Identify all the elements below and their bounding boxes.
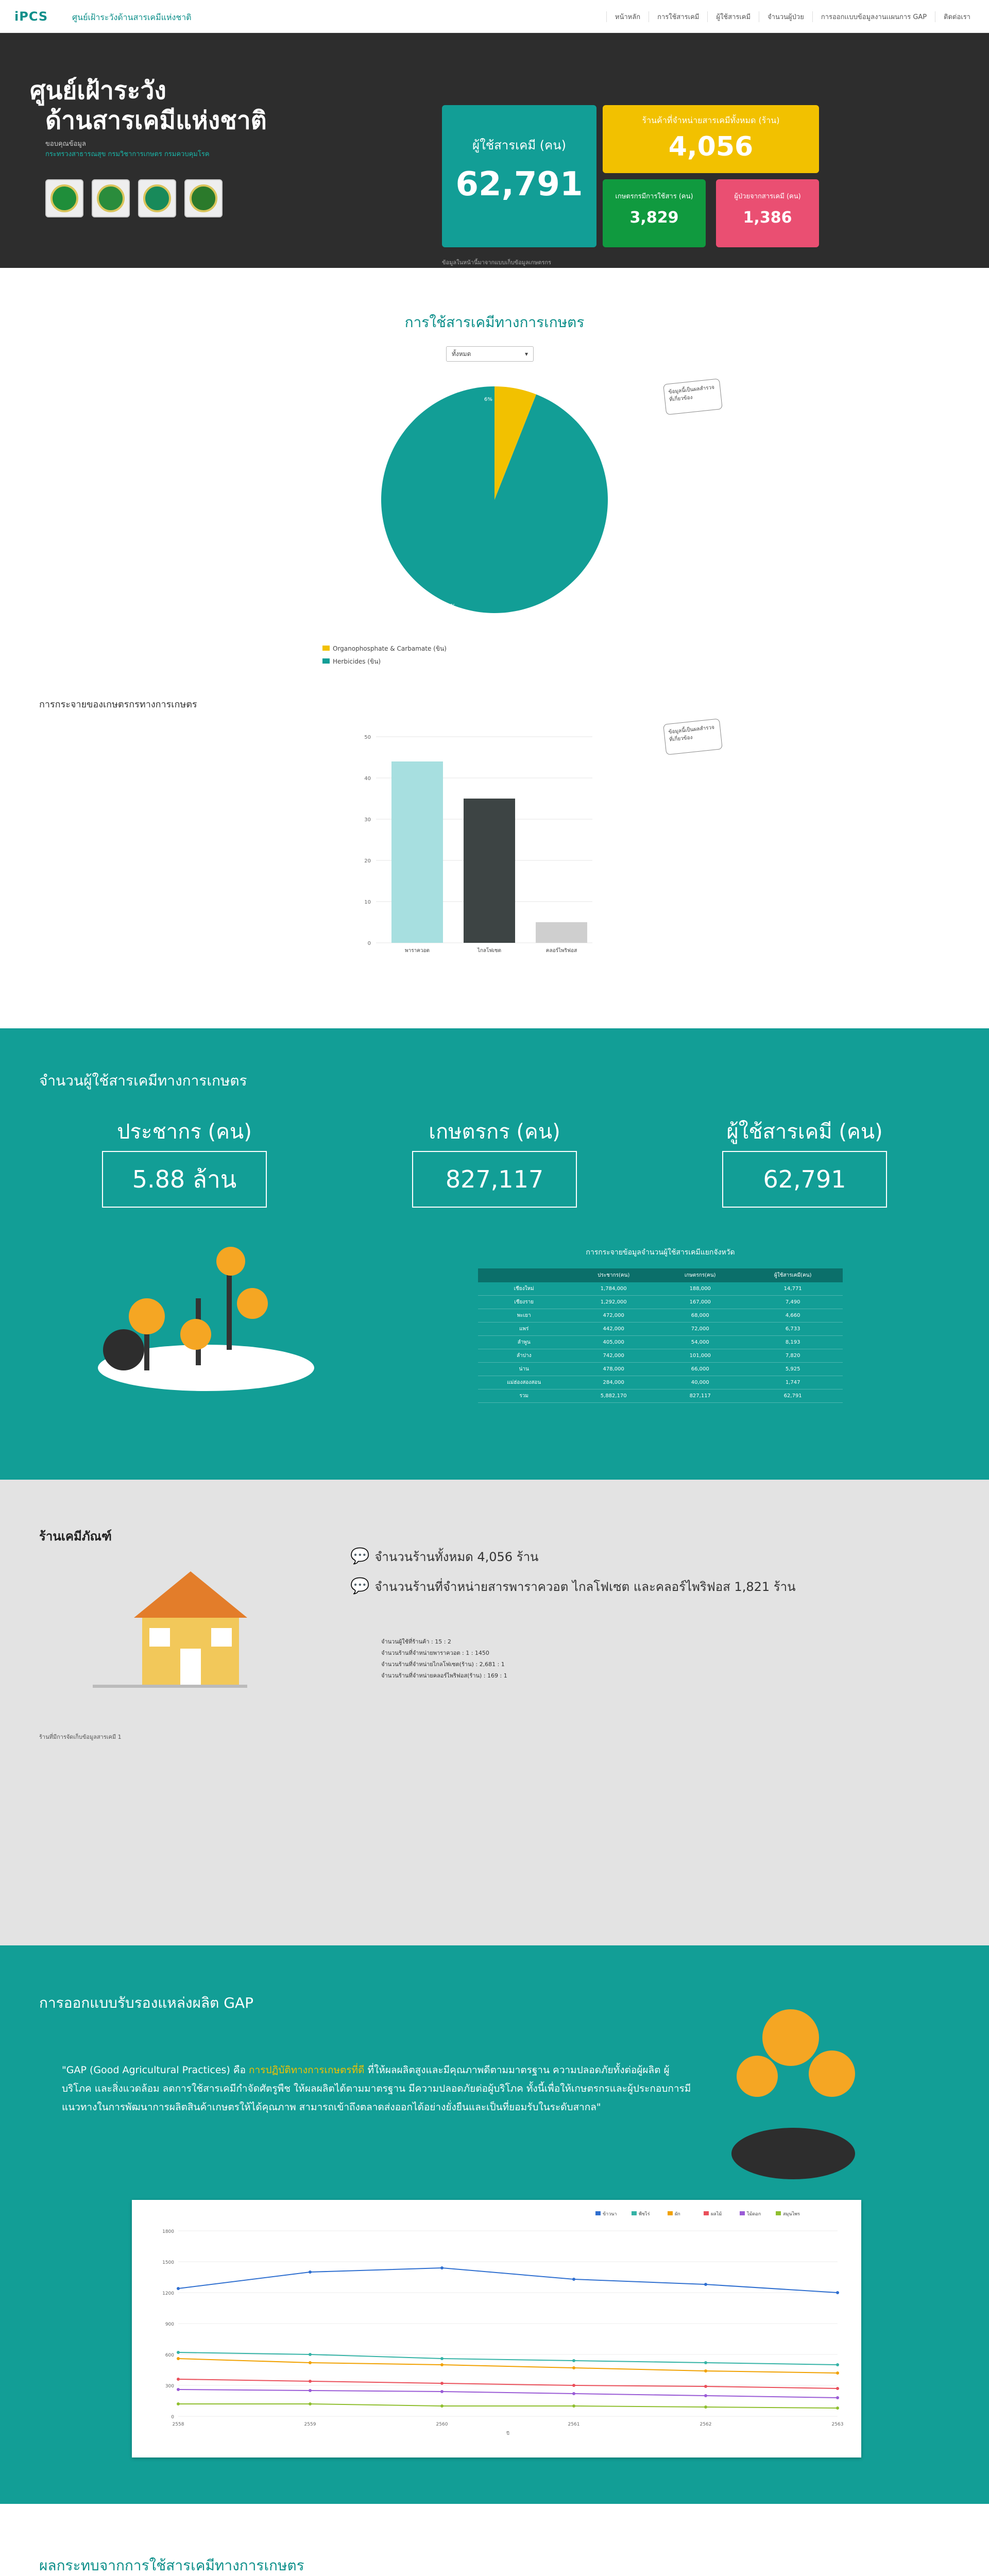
table-cell: 40,000 [657,1376,743,1389]
nav-home[interactable]: หน้าหลัก [606,11,649,22]
hero-credit: กระทรวงสาธารณสุข กรมวิชาการเกษตร กรมควบคุมโรค [45,150,210,158]
legend-label: สมุนไพร [783,2212,800,2217]
table-cell: 8,193 [743,1336,843,1349]
series-point [177,2287,180,2290]
table-cell: 1,784,000 [570,1282,657,1296]
x-tick-label: ไกลโฟเซต [477,948,502,954]
gap-text-a: "GAP (Good Agricultural Practices) คือ [62,2064,249,2076]
usage-title: การใช้สารเคมีทางการเกษตร [404,314,585,331]
nav-gap[interactable]: การออกเเบบข้อมูลงานเเผนการ GAP [812,11,935,22]
table-cell: 1,292,000 [570,1296,657,1309]
x-tick-label: 2559 [304,2422,316,2427]
x-tick-label: 2562 [700,2422,712,2427]
x-tick-label: คลอร์ไพริฟอส [545,948,577,954]
table-cell: แพร่ [478,1323,570,1336]
series-point [836,2371,839,2375]
retail-card-value: 4,056 [668,131,754,162]
table-cell: 827,117 [657,1389,743,1403]
table-row [478,1349,843,1363]
series-point [704,2385,707,2388]
nav-users[interactable]: ผู้ใช้สารเคมี [707,11,759,22]
hero-subtitle: ขอบคุณข้อมูล [45,140,86,148]
chevron-down-icon: ▾ [524,350,528,358]
legend-swatch [776,2211,781,2215]
y-tick-label: 900 [165,2322,174,2327]
series-point [440,2266,444,2269]
legend-label: ไม้ดอก [747,2212,761,2217]
table-cell: 7,820 [743,1349,843,1363]
users-card[interactable] [442,105,596,247]
series-point [572,2359,575,2362]
shops-stat-row: จำนวนร้านที่จำหน่ายไกลโฟเซต(ร้าน) : 2,681 : 1 [381,1661,505,1668]
pop-value-population: 5.88 ล้าน [102,1151,267,1208]
x-tick-label: 2558 [172,2422,184,2427]
retail-card[interactable] [603,105,819,173]
flower-icon [129,1298,165,1334]
series-point [704,2283,707,2286]
legend-swatch [740,2211,745,2215]
users-card-label: ผู้ใช้สารเคมี (คน) [472,138,566,152]
pop-label-population: ประชากร (คน) [117,1120,252,1144]
table-cell: 54,000 [657,1336,743,1349]
legend-label: ผัก [675,2212,680,2217]
table-cell: 6,733 [743,1323,843,1336]
y-tick-label: 600 [165,2353,174,2358]
pop-label-users: ผู้ใช้สารเคมี (คน) [726,1120,883,1144]
table-row [478,1363,843,1376]
legend-label: พืชไร่ [639,2212,650,2217]
gap-line-chart [132,2200,861,2458]
table-cell: 1,747 [743,1376,843,1389]
shop-illustration [93,1571,247,1716]
series-point [177,2388,180,2391]
nav-menu [606,0,979,33]
retail-card-label: ร้านค้าที่จำหน่ายสารเคมีทั้งหมด (ร้าน) [642,115,780,125]
gap-text [62,2061,695,2116]
series-point [309,2270,312,2274]
series-point [704,2361,707,2364]
y-tick-label: 0 [171,2415,174,2420]
table-cell: 284,000 [570,1376,657,1389]
y-tick-label: 20 [364,858,371,864]
series-line-4 [178,2389,838,2398]
table-cell: เชียงราย [478,1296,570,1309]
series-point [836,2396,839,2399]
series-point [177,2351,180,2354]
nav-contact[interactable]: ติดต่อเรา [935,11,979,22]
series-line-5 [178,2404,838,2408]
site-logo[interactable]: iPCS [14,9,48,24]
table-row [478,1376,843,1389]
health-title: ผลกระทบจากการใช้สารเคมีทางการเกษตร [39,2557,304,2574]
sick-card[interactable] [716,179,819,247]
legend-swatch [668,2211,673,2215]
series-point [572,2384,575,2387]
gap-text-highlight: การปฏิบัติทางการเกษตรที่ดี [249,2064,365,2076]
series-point [177,2402,180,2405]
table-row [478,1336,843,1349]
bar-0 [391,761,443,943]
table-cell: 188,000 [657,1282,743,1296]
y-tick-label: 1500 [162,2260,174,2265]
table-cell: 72,000 [657,1323,743,1336]
series-point [309,2353,312,2356]
pop-label-farmers: เกษตรกร (คน) [429,1120,560,1144]
series-point [704,2405,707,2409]
table-cell: 14,771 [743,1282,843,1296]
legend-label: ข้าวนา [603,2212,617,2217]
series-point [440,2382,444,2385]
mix-card-label: เกษตรกรมีการใช้สาร (คน) [615,193,693,200]
bar-1 [464,799,515,943]
table-cell: 4,660 [743,1309,843,1323]
table-cell: ลำปาง [478,1349,570,1363]
bug-icon [103,1329,144,1370]
series-point [440,2363,444,2366]
users-card-value: 62,791 [455,165,583,204]
table-cell: 5,925 [743,1363,843,1376]
table-cell: 742,000 [570,1349,657,1363]
series-point [836,2406,839,2410]
table-cell: แม่ฮ่องสองสอน [478,1376,570,1389]
shops-line1 [350,1547,538,1567]
usage-select[interactable] [446,346,534,362]
legend-swatch [704,2211,709,2215]
series-point [572,2392,575,2395]
illustration-stem [227,1273,232,1350]
hero-title-line2: ด้านสารเคมีแห่งชาติ [45,106,267,135]
site-name[interactable]: ศูนย์เฝ้าระวังด้านสารเคมีแห่งชาติ [72,12,192,22]
x-tick-label: 2561 [568,2422,580,2427]
group-bar-chart [350,732,608,958]
flower-icon [237,1288,268,1319]
series-point [309,2380,312,2383]
table-cell: 167,000 [657,1296,743,1309]
group-bubble: ข้อมูลนี้เป็นผลสำรวจที่เกี่ยวข้อง [663,718,723,755]
table-cell: 472,000 [570,1309,657,1323]
shops-line2-text: จำนวนร้านที่จำหน่ายสารพาราควอต ไกลโฟเซต และคลอร์ไพริฟอส 1,821 ร้าน [374,1580,796,1594]
table-row [478,1389,843,1403]
shop-caption: ร้านที่มีการจัดเก็บข้อมูลสารเคมี 1 [39,1734,122,1740]
table-cell: 405,000 [570,1336,657,1349]
gap-title: การออกแบบรับรองแหล่งผลิต GAP [39,1994,253,2011]
table-cell: 66,000 [657,1363,743,1376]
usage-pie [350,371,639,629]
legend-swatch [632,2211,637,2215]
speech-bubble-icon: 💬 [350,1547,370,1565]
gap-chart-panel [132,2200,861,2458]
usage-bubble: ข้อมูลนี้เป็นผลสำรวจที่เกี่ยวข้อง [663,378,723,415]
series-point [836,2363,839,2366]
table-header: ประชากร(คน) [570,1268,657,1282]
nav-patients[interactable]: จำนวนผู้ป่วย [759,11,812,22]
y-tick-label: 1800 [162,2229,174,2234]
series-point [440,2390,444,2393]
table-cell: 62,791 [743,1389,843,1403]
series-point [836,2387,839,2390]
legend-label: Organophosphate & Carbamate (ขิน) [333,645,447,652]
shops-stats [381,1636,507,1682]
x-tick-label: 2563 [831,2422,844,2427]
mix-card-value: 3,829 [629,209,679,227]
table-header: เกษตรกร(คน) [657,1268,743,1282]
series-line-2 [178,2359,838,2373]
table-cell: 442,000 [570,1323,657,1336]
shops-stat-row: จำนวนร้านที่จำหน่ายคลอร์ไพริฟอส(ร้าน) : 169 : 1 [381,1672,507,1679]
bar-2 [536,922,587,943]
table-cell: 101,000 [657,1349,743,1363]
gap-illustration [731,2009,855,2179]
y-tick-label: 40 [364,776,371,782]
legend-swatch [322,646,330,651]
table-cell: รวม [478,1389,570,1403]
table-cell: 7,490 [743,1296,843,1309]
series-point [572,2366,575,2369]
group-title: การกระจายของเกษตรกรทางการเกษตร [39,699,197,710]
org-logo-4 [184,179,223,217]
series-point [704,2394,707,2397]
shops-line2 [350,1577,796,1597]
shops-stat-row: จำนวนผู้ใช้ที่ร้านค้า : 15 : 2 [381,1638,451,1645]
table-row [478,1282,843,1296]
series-line-3 [178,2379,838,2388]
flower-icon [216,1247,245,1276]
legend-label: ผลไม้ [711,2212,722,2217]
shops-line1-text: จำนวนร้านทั้งหมด 4,056 ร้าน [374,1550,539,1564]
table-row [478,1296,843,1309]
x-axis-label: ปี [506,2431,509,2436]
series-point [836,2291,839,2294]
table-cell: ลำพูน [478,1336,570,1349]
shops-title: ร้านเคมีภัณฑ์ [39,1529,112,1544]
y-tick-label: 300 [165,2384,174,2389]
sick-card-label: ผู้ป่วยจากสารเคมี (คน) [734,193,801,200]
usage-legend [322,644,447,667]
y-tick-label: 0 [367,941,371,946]
top-nav [0,0,989,33]
gap-text-b: ที่ให้ผลผลิตสูงและมีคุณภาพดีตามมาตรฐาน ความปลอดภัยทั้งต่อผู้ผลิต ผู้บริโภค และสิ่งแวดล้อม ลดการใช้สารเคมีกำจัดศัตรูพืช ให้ผลผลิตได้ตามมาตรฐาน มีความปลอดภัยต่อผู้บริโภค ทั้งนี้เพื่อให้เกษตรกรและผู้ประกอบการมีแนวทางในการพัฒนาการผลิตสินค้าเกษตรให้ได้คุณภาพ สามารถเข้าถึงตลาดส่งออกได้อย่างยั่งยืนและเป็นที่ยอมรับในระดับสากล" [62,2064,691,2113]
series-point [440,2357,444,2360]
org-logo-1 [45,179,83,217]
legend-swatch [322,658,330,664]
flower-icon [180,1319,211,1350]
series-point [440,2404,444,2408]
pie-label-large: 94% [443,603,456,609]
nav-usage[interactable]: การใช้สารเคมี [649,11,707,22]
series-point [572,2404,575,2408]
y-tick-label: 30 [364,817,371,823]
table-cell: พะเยา [478,1309,570,1323]
mix-card[interactable] [603,179,706,247]
org-logo-2 [92,179,130,217]
usage-select-value: ทั้งหมด [452,350,471,358]
series-point [704,2369,707,2372]
sick-card-value: 1,386 [743,209,792,227]
table-cell: 5,882,170 [570,1389,657,1403]
pop-value-farmers: 827,117 [412,1151,577,1208]
hero-title-line1: ศูนย์เฝ้าระวัง [30,76,166,105]
series-point [177,2357,180,2360]
population-title: จำนวนผู้ใช้สารเคมีทางการเกษตร [39,1072,247,1089]
series-point [309,2402,312,2405]
legend-item-herbicides[interactable] [322,657,447,667]
table-row [478,1309,843,1323]
series-point [572,2278,575,2281]
y-tick-label: 50 [364,735,371,740]
table-cell: เชียงใหม่ [478,1282,570,1296]
x-tick-label: พาราควอต [405,948,430,954]
y-tick-label: 1200 [162,2291,174,2296]
hero-section [0,33,989,268]
table-header [478,1268,570,1282]
series-line-0 [178,2268,838,2293]
table-cell: 478,000 [570,1363,657,1376]
legend-swatch [595,2211,601,2215]
shops-stat-row: จำนวนร้านที่จำหน่ายพาราควอต : 1 : 1450 [381,1650,489,1656]
pie-label-small: 6% [484,397,492,402]
series-point [309,2389,312,2392]
table-row [478,1323,843,1336]
hero-note: ข้อมูลในหน้านี้มาจากแบบเก็บข้อมูลเกษตรกร [442,259,552,266]
pop-table [478,1268,843,1403]
pop-value-users: 62,791 [722,1151,887,1208]
org-logo-3 [138,179,176,217]
speech-bubble-icon: 💬 [350,1577,370,1595]
x-tick-label: 2560 [436,2422,448,2427]
y-tick-label: 10 [364,900,371,905]
legend-label: Herbicides (ขิน) [333,658,381,665]
legend-item-organophosphate[interactable] [322,644,447,654]
series-point [177,2378,180,2381]
series-point [309,2361,312,2364]
table-header: ผู้ใช้สารเคมี(คน) [743,1268,843,1282]
table-cell: 68,000 [657,1309,743,1323]
table-cell: น่าน [478,1363,570,1376]
pop-table-title: การกระจายข้อมูลจำนวนผู้ใช้สารเคมีแยกจังหวัด [586,1248,735,1257]
